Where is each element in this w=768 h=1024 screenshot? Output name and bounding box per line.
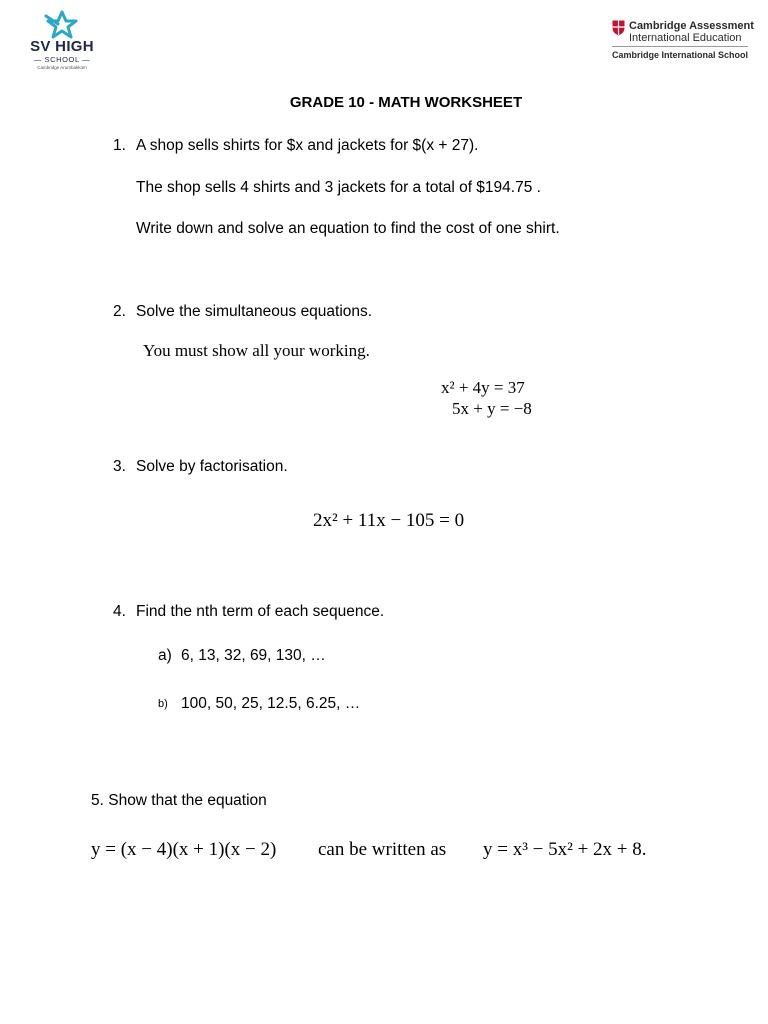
q1-line3: Write down and solve an equation to find the cost of one shirt. [136,220,560,237]
cambridge-line2: International Education [629,32,742,44]
q2-number: 2. [113,303,126,320]
q5-lhs: y = (x − 4)(x + 1)(x − 2) [91,839,277,860]
q5-rhs: y = x³ − 5x² + 2x + 8. [483,839,647,860]
cambridge-logo [612,18,762,64]
q2-eq2-text: 5x + y = −8 [452,399,532,418]
q5-connector: can be written as [318,839,447,860]
cambridge-line1: Cambridge Assessment [629,20,754,32]
q4b-sequence: 100, 50, 25, 12.5, 6.25, … [181,695,361,712]
q4-text: Find the nth term of each sequence. [136,603,385,620]
school-name: SV HIGH [30,38,94,55]
q4a-sequence: 6, 13, 32, 69, 130, … [181,647,326,664]
q1-number: 1. [113,137,126,154]
q2-text: Solve the simultaneous equations. [136,303,373,320]
school-tagline: Cambridge Arumbakkam [37,65,87,70]
q2-instruction: You must show all your working. [143,341,370,360]
q3-text: Solve by factorisation. [136,458,288,475]
q4a-label: a) [158,647,172,664]
q2-equation-1 [441,378,525,398]
q3-equation: 2x² + 11x − 105 = 0 [313,510,465,531]
star-logo-icon [42,10,82,40]
school-sub: — SCHOOL — [33,55,91,64]
q5-text: 5. Show that the equation [91,792,267,809]
school-logo [22,10,102,72]
q1-line1: A shop sells shirts for $x and jackets for $(x + 27). [136,137,479,154]
cambridge-shield-icon [612,20,625,36]
q3-number: 3. [113,458,126,475]
q4b-label: b) [158,698,168,710]
q4-number: 4. [113,603,126,620]
q1-line2: The shop sells 4 shirts and 3 jackets for a total of $194.75 . [136,179,541,196]
q2-eq1-text: x² + 4y = 37 [441,378,525,397]
worksheet-title: GRADE 10 - MATH WORKSHEET [289,94,523,111]
cambridge-line3: Cambridge International School [612,50,749,60]
cambridge-divider [612,46,748,47]
q2-equation-2 [452,399,532,419]
